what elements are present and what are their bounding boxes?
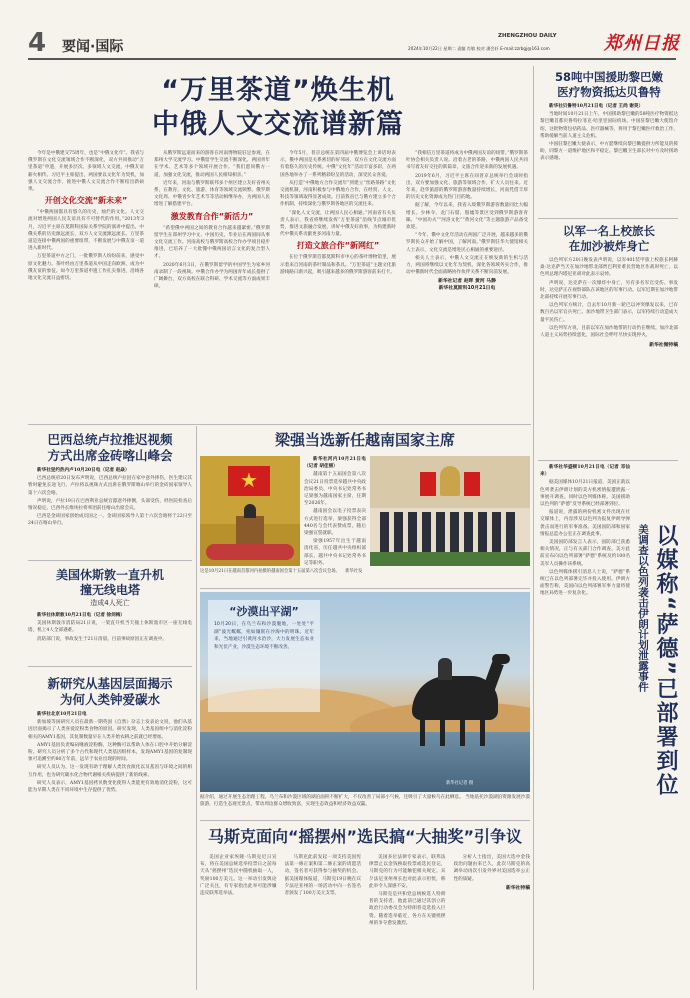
page-number: 4 (28, 28, 47, 58)
lead-paragraph: “中俄两国都具有悠久的历史，灿烂的文化。人文交流对增进两国人民友谊具有不可替代的作用。”2013年3月，习近平主席在莫斯科国际关系学院的演讲中提出，中俄关系的历史源远流长，双方人文交流源远流长。万里茶道是连接中俄两国的重要纽带，不断发展与中俄友谊一道进入新时代。 (28, 210, 144, 252)
desert-overlay-title: “沙漠出平湖” (229, 605, 299, 618)
masthead (0, 0, 690, 66)
thaad-text-block (540, 464, 630, 986)
musk-paragraph: 美国多位法律专家表示，联邦法律禁止以金钱换取投票或选民登记，马斯克的行为可能触犯相关规定。宾夕法尼亚州州长也对此表示担忧，称此举令人深感不安。 (369, 855, 446, 889)
houston-article (28, 564, 192, 664)
brazil-article (28, 428, 192, 558)
desert-overlay-text: 10月20日，在乌兰布和沙漠腹地，一处处“平湖”波光粼粼，宛如镶嵌在沙海中的明珠。近年来，当地通过引黄河水治沙，大力发展生态农业和光伏产业，沙漠生态环境不断改善。 (214, 622, 314, 650)
lebanon-dateline: 新华社贝鲁特10月21日电（记者 王尚 谢昊） (549, 104, 644, 109)
colonel-byline: 新华社微特稿 (649, 343, 678, 349)
section-divider (538, 460, 678, 461)
thaad-dateline: 新华社华盛顿10月21日电（记者 邓仙来） (540, 465, 630, 478)
flag-left (420, 472, 436, 496)
lead-paragraph: “深化人文交流，让两国人民心相通。”河南省有关负责人表示，我省将继续发挥“万里茶道”沿线节点城市优势，推进文旅融合发展，讲好中俄友好故事，为构建新时代中俄关系贡献更多河南力量。 (280, 210, 396, 238)
desert-feature (200, 592, 530, 818)
flowers-row (370, 552, 530, 566)
musk-paragraph: 马斯克此前发起一项支持美国宪法第一修正案和第二修正案的请愿活动，签名者可获得参与抽奖的机会。据美国媒体报道，马斯克19日晚在宾夕法尼亚州的一场活动中向一名签名者颁发了100万美元支票。 (284, 855, 361, 897)
masthead-rule (28, 58, 676, 60)
brazil-paragraph: 巴西是金砖国家创始成员国之一。金砖国家领导人第十六次会晤将于22日至24日在喀山举行。 (28, 514, 192, 527)
lead-paragraph: 从打造“中俄地方合作交流年”到建立“丝路茶路”文化交流机制，河南积极参与中俄地方合作，在经贸、人文、科技等领域取得显著成效。目前我省已与俄方建立多个合作机制，持续深化与俄罗斯各地区的交流往来。 (280, 180, 396, 208)
thaad-paragraph: 报道说，泄露的两份机密文件出现在社交媒体上，内容涉及以色列为报复伊朗导弹袭击而进行的军事准备。美国国防部和国家情报总监办公室正在调查此事。 (540, 510, 630, 537)
lead-column-2 (154, 150, 270, 418)
lead-paragraph: 在位于俄罗斯首都莫斯科市中心的茶叶博物馆里，展示着来自河南的茶叶制品和茶具。“万里茶道”主题文化旅游线路日渐兴起，吸引越来越多的俄罗斯游客前来打卡。 (280, 255, 396, 275)
research-paragraph: 研究人员表示，AMY1基因拷贝数变化使得人类能更有效地消化淀粉，这可能为早期人类在不同环境中生存提供了优势。 (28, 780, 192, 794)
section-divider (538, 218, 678, 219)
colonel-paragraph: 以色列军方统计，自去年10月新一轮巴以冲突爆发以来，已有数百名以军官兵死亡。加沙地带卫生部门表示，以军持续行动造成大量平民伤亡。 (540, 303, 678, 323)
vietnam-photo-caption (200, 568, 530, 575)
thaad-kicker-vertical: 美调查以色列袭击伊朗计划泄露事件 (637, 524, 649, 692)
lead-dateline: 新华社莫斯科10月21日电 (438, 286, 496, 292)
lead-paragraph: 据了解，今年以来，我省入境俄罗斯游客数量同比大幅增长。少林寺、龙门石窟、殷墟等景区受到俄罗斯游客青睐。“中国功夫”“河洛文化”“黄河文化”等主题旅游产品备受欢迎。 (406, 203, 528, 231)
research-title-line2: 为何人类钟爱碳水 (59, 692, 160, 707)
paper-logo: 郑州日报 (604, 33, 680, 54)
lead-column-4 (406, 150, 528, 418)
flag-right (464, 472, 480, 496)
section-divider (28, 666, 192, 667)
rider-silhouette (438, 658, 452, 680)
flower-arrangement (206, 544, 294, 560)
lead-paragraph: “希望俄中两国之间的教育合作越来越紧密。”俄罗斯留学生在郑州学习中文、中国历史，毕业后在两国间从事文化交流工作。河南高校与俄罗斯高校合作办学项目稳步推进，已培养了一大批懂中俄两国语言文化的复合型人才。 (154, 225, 270, 260)
desert-caption-text (200, 794, 530, 816)
vietnam-paragraph: 越南国会以电子投票表决方式进行选举，梁强获得全部440名与会代表赞成票。随后梁强宣誓就职。 (304, 509, 366, 537)
vietnam-paragraph: 越南第十五届国会第八次会议21日投票选举越共中央政治局委员、中央书记处常务书记梁强为越南国家主席，任期至2026年。 (304, 472, 366, 507)
colonel-title-line1: 以军一名上校旅长 (563, 224, 655, 238)
thaad-paragraph: 据美国媒体10月21日报道，美国正就以色列袭击伊朗计划的美方机密情报遭泄露一事展开调查。同时以色列媒体称，美国援助以色列的“萨德”反导系统已经部署到位。 (540, 480, 630, 508)
vietnam-dateline: 新华社河内10月21日电（记者 胡佳丽） (304, 457, 366, 470)
thaad-paragraph: 美国国防部发言人表示，国防部已获悉相关情况，正与有关部门合作调查。美方此前宣布向以色列部署“萨德”系统及约100名美军人员操作该系统。 (540, 540, 630, 567)
research-paragraph: AMY1基因负责编码唾液淀粉酶，这种酶可以帮助人体在口腔中开始分解淀粉。研究人员分析了多个古代和现代人类基因组样本，发现AMY1基因的复制现象可追溯至约80万年前，远早于农业出现的时间。 (28, 742, 192, 763)
musk-paragraph: 美国企业家埃隆·马斯克近日宣布，将在美国总统选举投票日之前每天从“摇摆州”选民中随机抽取一人，奖励100万美元。这一举动引发舆论广泛关注，有专家指出此举可能涉嫌违反联邦选举法。 (200, 855, 277, 897)
lead-paragraph: 2019年6月，习近平主席在同普京总统举行会谈时指出，双方要加强文化、旅游等领域合作，扩大人员往来。近年来，赴华旅游的俄罗斯游客数量持续增长，河南凭借丰厚的历史文化资源成为热门目的地。 (406, 173, 528, 201)
issue-info: 2024年10月22日 星期二 责编 肖敏 校对 潘会轩 E-mail:zzrbgj@163.com (408, 46, 550, 51)
column-divider (533, 66, 534, 990)
lead-paragraph: 今年5月，普京总统在第四届中俄博览会上讲话时表示，俄中两国是关系密切的好邻居，双方在文化交流方面有着悠久的历史传统。中俄“文化年”活动丰富多彩，在两国各地举办了一系列精彩纷呈的活动，深受民众喜爱。 (280, 151, 396, 178)
lead-title-line2: 中俄人文交流谱新篇 (152, 109, 404, 140)
research-title-line1: 新研究从基因层面揭示 (47, 676, 173, 691)
musk-article (200, 824, 530, 990)
houston-dateline: 新华社休斯敦10月21日电（记者 徐剑梅） (37, 613, 125, 618)
lead-paragraph: 从俄罗斯远道而来的游客在河南博物院驻足参观，在郑州大学交流学习。中俄留学生交流不断深化，两国青年在学术、艺术等多个领域开展合作。“我们愿同俄方一道，加强文化交流，推动两国人民相知相亲。” (154, 151, 270, 178)
lead-title-line1: “万里茶道”焕生机 (161, 75, 395, 106)
brazil-title-line1: 巴西总统卢拉推迟视频 (47, 432, 173, 447)
houston-paragraph: 消防部门说，事故发生于21日清晨。目前事故原因正在调查中。 (37, 636, 167, 642)
research-paragraph: 研究人员认为，这一发现有助于理解人类饮食演化以及基因与环境之间的相互作用，也为研究碳水化合物代谢相关疾病提供了新的线索。 (28, 765, 192, 778)
camel-head (492, 654, 510, 664)
vietnam-podium-photo (200, 456, 300, 566)
lead-subheading-tourism: 打造文旅合作“新网红” (296, 241, 380, 251)
vietnam-text-column (304, 456, 366, 584)
desert-overlay-box (208, 600, 320, 712)
vietnam-article (200, 428, 530, 586)
lead-subheading-education: 激发教育合作“新活力” (170, 211, 254, 221)
israel-colonel-article (540, 222, 678, 458)
vietnam-title: 梁强当选新任越南国家主席 (274, 431, 455, 449)
brazil-paragraph: 声明说，卢拉19日在巴西利亚总统官邸意外摔倒，头部受伤，经医院检查后情况稳定。巴西外长维埃拉将率团前往喀山出席会议。 (28, 498, 192, 512)
lead-paragraph: “今年，俄中文化年活动在两国广泛开展，越来越多的俄罗斯民众开始了解中国，了解河南。”俄罗斯驻华大使馆相关人士表示，文化交流是增进民心相通的重要途径。 (406, 233, 528, 253)
musk-paragraph: 分析人士指出，美国大选中金钱政治问题由来已久，此次马斯克的高调举动再次引发外界对美国选举公正性的质疑。 (453, 855, 530, 882)
colonel-paragraph: 以色列军方20日晚发表声明说，以军401装甲旅上校旅长阿赫桑·达克萨当天在加沙地带北部贾巴利亚难民营地区作战时死亡。以色列总理内塔尼亚胡对此表示哀悼。 (540, 258, 678, 278)
people-row (380, 512, 520, 552)
houston-title-line2: 撞无线电塔 (79, 583, 140, 597)
desert-paragraph: 据介绍，通过开展生态治理工程，乌兰布和沙漠区域的湖泊面积不断扩大，不仅改善了局部小气候，还吸引了大量候鸟在此栖息。 (200, 795, 464, 800)
flag-star-icon: ★ (240, 468, 258, 492)
brazil-title-line2: 方式出席金砖喀山峰会 (47, 448, 173, 463)
thaad-paragraph: 以色列媒体援引消息人士说，“萨德”系统已在以色列部署完毕并投入使用。伊朗方面警告称，美国向以色列部署军事力量将使地区局势进一步复杂化。 (540, 569, 630, 597)
lead-paragraph: 万里茶道中方之门，一批俄罗斯人纷纷前来，感受中原文化魅力。茶叶经由万里茶道从中国走向欧洲，成为中俄友谊的象征。如今万里茶道申遗工作扎实推进，沿线各地文化交流日益密切。 (28, 254, 144, 282)
column-divider (196, 426, 197, 990)
research-paragraph: 新加坡等国研究人员在最新一期英国《自然》杂志上发表论文说，他们从基因层面揭示了人类喜爱淀粉类食物的原因。研究发现，人类基因组中与消化淀粉相关的AMY1基因，其复制数量早在人类开始农耕之前就已经增加。 (28, 720, 192, 740)
houston-title-line1: 美国休斯敦一直升机 (55, 568, 164, 582)
research-dateline: 新华社北京10月21日电 (37, 712, 87, 717)
lead-paragraph: 2020年6月3日，在俄罗斯留学的中国学生为家乡河南录制了一段视频。中俄合作办学为两国青年成长提供了广阔舞台，双方高校在联合科研、学术交流等方面成果丰硕。 (154, 262, 270, 290)
musk-title: 马斯克面向“摇摆州”选民搞“大抽奖”引争议 (207, 827, 523, 846)
colonel-paragraph: 以色列军方说，目前以军在加沙地带的行动仍在继续。加沙北部人道主义局势持续恶化，国际社会呼吁尽快实现停火。 (540, 325, 678, 339)
houston-paragraph: 美国休斯敦市消防局21日说，一架直升机当天撞上休斯敦市区一座无线电塔，机上4人全部遇难。 (28, 621, 192, 634)
colonel-title-line2: 在加沙被炸身亡 (568, 239, 650, 253)
lead-byline: 新华社记者 赵晖 黄河 马静 (438, 279, 496, 285)
lebanon-paragraph: 当地时间10月21日上午，中国援助黎巴嫩的58吨医疗物资抵达黎巴嫩首都贝鲁特拉菲克·哈里里国际机场。中国驻黎巴嫩大使馆介绍，这批物资包括药品、医疗器械等，将用于黎巴嫩医疗救治工作，帮助缓解当前人道主义危机。 (540, 112, 678, 139)
colonel-paragraph: 声明说，达克萨在一次爆炸中身亡，另有多名军官受伤。事发时，达克萨正在视察部队在该地区的军事行动。以军近期在加沙地带北部持续开展军事行动。 (540, 280, 678, 301)
vietnam-group-photo (370, 456, 530, 566)
research-article (28, 670, 192, 990)
houston-subtitle: 造成4人死亡 (90, 599, 130, 607)
lead-column-1 (28, 150, 144, 418)
section-divider (200, 588, 530, 589)
lebanon-aid-article (540, 66, 678, 216)
musk-paragraph: 马斯克是共和党总统候选人特朗普的支持者，他此前已通过其创立的政治行动委员会为特朗普竞选投入巨资。随着选举临近，各方在关键摇摆州的争夺愈发激烈。 (369, 892, 446, 926)
lead-article (28, 66, 528, 419)
lead-paragraph: 近年来，河南与俄罗斯联邦多个州区建立友好省州关系，在教育、文化、旅游、体育等领域交流频繁。俄罗斯文化周、中俄青少年艺术节等活动相继举办，为两国人民增进了解搭建平台。 (154, 180, 270, 208)
brazil-paragraph: 巴西总统府20日发布声明说，巴西总统卢拉因在家中意外摔伤，医生建议其暂时避免长途飞行，卢拉将以视频方式出席在俄罗斯喀山举行的金砖国家领导人第十六次会晤。 (28, 476, 192, 496)
lead-subheading-culture: 开创文化交流“新未来” (44, 196, 128, 206)
section-title: 要闻·国际 (62, 39, 124, 55)
lebanon-title-line1: 58吨中国援助黎巴嫩 (554, 70, 663, 84)
camel-legs (420, 716, 490, 746)
section-divider (28, 424, 531, 425)
thaad-title-vertical: 以媒称“萨德”已部署到位 (653, 524, 678, 797)
section-divider (200, 820, 530, 821)
desert-caption-credit: 新华社记者 摄 (446, 781, 474, 786)
caption-text: 这是10月21日在越南首都河内拍摄的越南国会第十五届第八次会议会场。 (200, 569, 340, 574)
lead-column-3 (280, 150, 396, 418)
lebanon-paragraph: 中国驻黎巴嫩大使表示，中方愿继续向黎巴嫩提供力所能及的援助，同黎方一道维护地区和平稳定。黎巴嫩卫生部长对中方及时援助表示感谢。 (540, 142, 678, 162)
thaad-article (540, 464, 678, 990)
lead-paragraph: 相关人士表示，中俄人文交流正在焕发新的生机与活力，两国将继续以文化年为契机，深化各领域务实合作，推动中俄新时代全面战略协作伙伴关系不断向前发展。 (406, 255, 528, 276)
speaker-figure (244, 504, 256, 518)
lebanon-title-line2: 医疗物资抵达贝鲁特 (557, 85, 661, 99)
brazil-dateline: 新华社里约热内卢10月20日电（记者 赵焱） (37, 468, 130, 473)
lead-paragraph: “我相信万里茶道将成为中俄两国友谊的纽带。”俄罗斯茶叶协会相关负责人说。沿着古老的茶路，中俄两国人民共同书写着友好交往的新篇章，文旅合作迎来新的发展机遇。 (406, 151, 528, 171)
musk-byline: 新华社特稿 (506, 885, 530, 891)
musk-body (200, 854, 530, 988)
section-divider (28, 560, 192, 561)
lead-paragraph: 今年是中俄建交75周年，也是“中俄文化年”。我省与俄罗斯在文化交流领域合作不断深化，双方共同推动“万里茶道”申遗，开展多层次、多领域人文交流，中俄友谊薪火相传。习近平主席提出，两国要以文化年为契机，加强人文交流合作，推进中俄人文交流合作不断结出新硕果。 (28, 151, 144, 193)
caption-credit: 新华社发 (345, 569, 363, 574)
paper-en-name: ZHENGZHOU DAILY (498, 33, 557, 39)
desert-paragraph: 当地依托沙漠湖泊资源发展沙漠旅游，打造生态观光景点，带动周边群众增收致富，实现生态效益和经济效益双赢。 (200, 795, 530, 808)
bust-figure (440, 466, 460, 496)
vietnam-paragraph: 梁强1957年出生于越南清化省，历任越共中央组织部部长、越共中央书记处常务书记等职务。 (304, 539, 366, 566)
